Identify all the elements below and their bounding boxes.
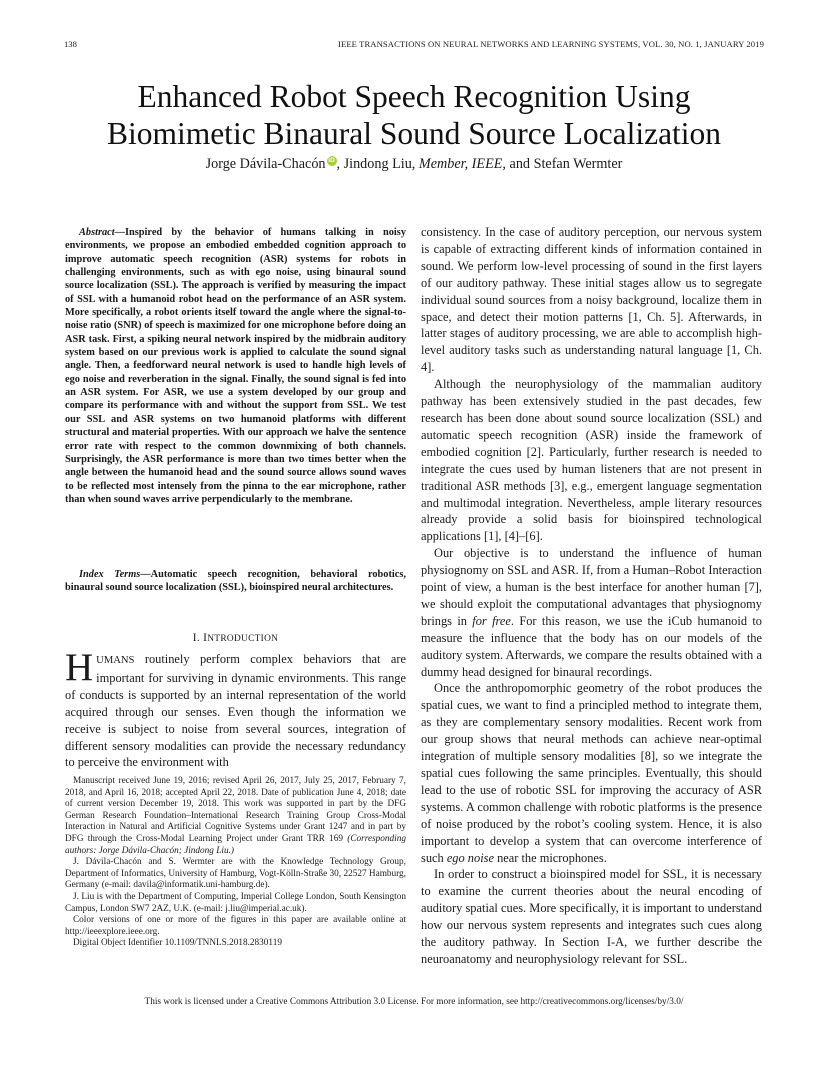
footnote-affiliation-1: J. Dávila-Chacón and S. Wermter are with the Knowledge Technology Group, Department of Informatics, University of Hamburg, Vogt-Kölln-Straße 30, 22527 Hamburg, Germany (e-mail: davila@informatik.uni-hamburg.de). xyxy=(65,857,406,891)
paragraph-1: consistency. In the case of auditory perception, our nervous system is capable of extracting different kinds of information contained in sound. We perform low-level processing of sound in the first layers of our auditory pathway. These initial stages allow us to segregate individual sound sources from a noisy background, localize them in space, and detect their motion patterns [1, Ch. 5]. Afterwards, in latter stages of auditory processing, we are able to accomplish high-level auditory tasks such as understanding natural language [1, Ch. 4]. xyxy=(421,225,762,375)
paragraph-3 xyxy=(421,545,762,680)
right-column-body xyxy=(421,224,762,968)
paragraph-4-text-b: near the microphones. xyxy=(493,850,607,865)
intro-text: routinely perform complex behaviors that are important for surviving in dynamic environments. This range of conducts is supported by an internal representation of the world acquired through our senses. Even though the information we receive is subject to noise from several sources, integration of different sensory modalities can provide the necessary redundancy to perceive the environment with xyxy=(65,652,406,770)
author-separator: , xyxy=(336,156,344,172)
orcid-icon[interactable]: iD xyxy=(328,157,335,164)
paragraph-4-emphasis: ego noise xyxy=(446,850,494,865)
section-number: I. xyxy=(192,632,204,644)
footnotes xyxy=(65,776,406,950)
footnote-manuscript xyxy=(65,776,406,857)
running-header xyxy=(64,39,764,53)
author-wermter: Stefan Wermter xyxy=(533,156,623,172)
intro-lead-word: UMANS xyxy=(96,655,135,666)
index-terms xyxy=(65,568,406,595)
abstract-dash: — xyxy=(114,227,125,238)
abstract-text: Inspired by the behavior of humans talking in noisy environments, we propose an embodied embedded cognition approach to improve automatic speech recognition (ASR) systems for robots in challenging environments, such as with ego noise, using binaural sound source localization (SSL). The approach is verified by measuring the impact of SSL with a humanoid robot head on the performance of an ASR system. More specifically, a robot orients itself toward the angle where the signal-to-noise ratio (SNR) of speech is maximized for one microphone before doing an ASR task. First, a spiking neural network inspired by the midbrain auditory system based on our previous work is applied to calculate the sound signal angle. Then, a feedforward neural network is used to handle high levels of ego noise and reverberation in the signal. Finally, the sound signal is fed into an ASR system. For ASR, we use a system developed by our group and compare its performance with and without the support from SSL. We test our SSL and ASR systems on two humanoid platforms with different structural and material properties. With our approach we halve the sentence error rate with respect to the common downmixing of both channels. Surprisingly, the ASR performance is more than two times better when the angle between the humanoid head and the sound source allows sound waves to be reflected most intensely from the pinna to the ear microphone, rather than when sound waves arrive perpendicularly to the membrane. xyxy=(65,227,406,505)
introduction-paragraph xyxy=(65,646,406,771)
author-davila-chacon: Jorge Dávila-Chacón xyxy=(205,156,326,172)
title-line-2: Biomimetic Binaural Sound Source Localization xyxy=(106,116,722,151)
drop-cap: H xyxy=(65,646,94,689)
author-liu: Jindong Liu, xyxy=(343,156,419,172)
footnote-manuscript-text: Manuscript received June 19, 2016; revised April 26, 2017, July 25, 2017, February 7, 2018, and April 16, 2018; accepted April 22, 2018. Date of publication June 4, 2018; date of current version December 19, 2018. This work was supported in part by the DFG German Research Foundation–International Research Training Group Cross-Modal Interaction in Natural and Artificial Cognitive Systems under Grant 1247 and in part by DFG through the Cross-Modal Learning Project under Grant TRR 169 xyxy=(65,776,406,844)
paragraph-3-text-b: . For this reason, we use the iCub humanoid to measure the influence that the body has on our models of the auditory system. Afterwards, we compare the results obtained with a dummy head designed for binaural recordings. xyxy=(421,613,762,679)
abstract xyxy=(65,226,406,506)
abstract-label: Abstract xyxy=(79,227,115,238)
paragraph-4 xyxy=(421,680,762,866)
section-heading-introduction xyxy=(65,632,406,644)
author-list xyxy=(40,156,788,173)
title-line-1: Enhanced Robot Speech Recognition Using xyxy=(137,79,691,114)
paper-title xyxy=(40,78,788,152)
paragraph-2: Although the neurophysiology of the mammalian auditory pathway has been extensively studied in the past decades, few research has been done about sound source localization (SSL) and automatic speech recognition (ASR) inside the framework of embodied cognition [2]. Particularly, further research is needed to integrate the cues used by human listeners that are not present in traditional ASR methods [3], e.g., emergent language segmentation and multimodal integration. Nevertheless, ample literary resources already provide a solid basis for bioinspired technological applications [1], [4]–[6]. xyxy=(421,377,762,544)
page-number: 138 xyxy=(64,39,77,49)
section-title-rest: NTRODUCTION xyxy=(207,634,279,644)
footnote-color-versions: Color versions of one or more of the figures in this paper are available online at http://ieeexplore.ieee.org. xyxy=(65,915,406,937)
footnote-affiliation-2: J. Liu is with the Department of Computing, Imperial College London, South Kensington Campus, London SW7 2AZ, U.K. (e-mail: j.liu@imperial.ac.uk). xyxy=(65,891,406,914)
journal-header: IEEE TRANSACTIONS ON NEURAL NETWORKS AND LEARNING SYSTEMS, VOL. 30, NO. 1, JANUARY 2019 xyxy=(338,39,764,49)
author-liu-title: Member, IEEE, xyxy=(418,156,506,172)
paragraph-3-text-a: Our objective is to understand the influence of human physiognomy on SSL and ASR. If, from a Human–Robot Interaction point of view, a human is the best interface for another human [7], we should exploit the computational advantages that physiognomy brings in xyxy=(421,546,762,628)
paragraph-5: In order to construct a bioinspired model for SSL, it is necessary to examine the current theories about the neural encoding of auditory spatial cues. More specifically, it is important to understand how our nervous system represents and integrates such cues along the auditory pathway. In Section I-A, we further describe the neuroanatomy and neurophysiology relevant for SSL. xyxy=(421,867,762,966)
index-terms-label: Index Terms xyxy=(79,569,141,580)
footnote-doi: Digital Object Identifier 10.1109/TNNLS.2018.2830119 xyxy=(73,938,282,949)
index-terms-dash: — xyxy=(140,569,151,580)
paragraph-4-text-a: Once the anthropomorphic geometry of the robot produces the spatial cues, we want to find a principled method to integrate them, as they are complementary sensory modalities. Recent work from our group shows that neural methods can achieve near-optimal integration of multiple sensory modalities [8], so we integrate the spatial cues following the same principles. Eventually, this should lead to the use of robotic SSL for improving the accuracy of ASR systems. A common challenge with robotic platforms is the presence of noise produced by the robot’s cooling system. Hence, it is also important to develop a system that can overcome interference of such xyxy=(421,681,762,865)
license-notice: This work is licensed under a Creative Commons Attribution 3.0 License. For more information, see http://creativecommons.org/licenses/by/3.0/ xyxy=(144,997,684,1007)
index-terms-text: Automatic speech recognition, behavioral robotics, binaural sound source localization (SSL), bioinspired neural architectures. xyxy=(65,569,407,594)
footnote-corresponding: (Corresponding authors: Jorge Dávila-Chacón; Jindong Liu.) xyxy=(65,833,406,856)
author-separator-and: and xyxy=(505,156,534,172)
paragraph-3-emphasis: for free xyxy=(472,613,511,628)
section-title-first: I xyxy=(203,632,208,644)
